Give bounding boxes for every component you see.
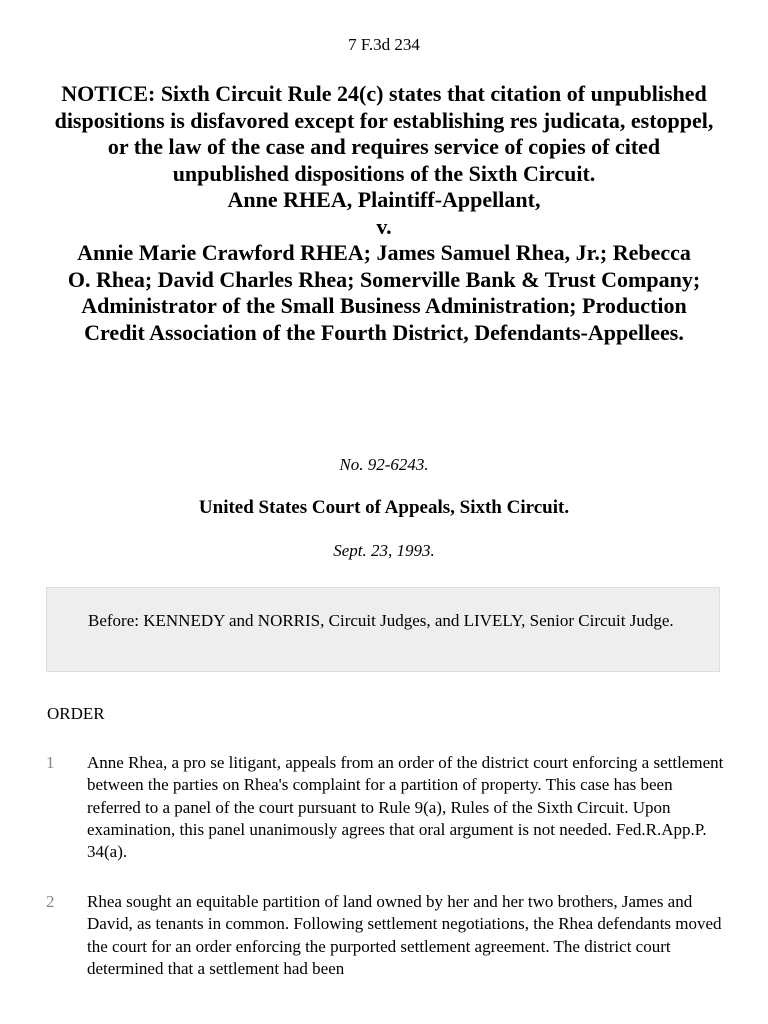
paragraph-number[interactable]: 2	[46, 892, 55, 911]
versus-text: v.	[376, 213, 392, 239]
paragraph-text: Anne Rhea, a pro se litigant, appeals from an order of the district court enforcing a settlement between the parties on Rhea's complaint for a partition of property. This case has been referred to a panel of the court pursuant to Rule 9(a), Rules of the Sixth Circuit. Upon examination, this panel unanimously agrees that oral argument is not needed. Fed.R.App.P. 34(a).	[87, 753, 724, 862]
panel-box	[46, 587, 720, 672]
court-name: United States Court of Appeals, Sixth Circuit.	[198, 497, 570, 518]
order-heading: ORDER	[47, 704, 105, 723]
plaintiff-name: Anne RHEA, Plaintiff-Appellant,	[227, 187, 541, 212]
notice-text: NOTICE: Sixth Circuit Rule 24(c) states that citation of unpublished dispositions is disfavored except for establishing res judicata, estoppel, or the law of the case and requires service of copies of cited unpublished dispositions of the Sixth Circuit.	[54, 81, 714, 186]
docket-number: No. 92-6243.	[339, 455, 429, 474]
paragraph-number[interactable]: 1	[46, 753, 55, 772]
panel-judges: Before: KENNEDY and NORRIS, Circuit Judges, and LIVELY, Senior Circuit Judge.	[88, 611, 674, 630]
case-title	[50, 81, 718, 346]
reporter-citation: 7 F.3d 234	[348, 35, 420, 54]
defendants-line-2: O. Rhea; David Charles Rhea; Somerville Bank & Trust Company; Administrator of the Small Business Administration; Production Credit Association of the Fourth District, Defendants-Appellees.	[67, 266, 701, 345]
defendants-line-1: Annie Marie Crawford RHEA; James Samuel Rhea, Jr.; Rebecca	[77, 240, 691, 265]
decision-date: Sept. 23, 1993.	[333, 541, 435, 560]
paragraph-text: Rhea sought an equitable partition of land owned by her and her two brothers, James and David, as tenants in common. Following settlement negotiations, the Rhea defendants moved the court for an order enforcing the purported settlement agreement. The district court determined that a settlement had been	[87, 892, 722, 978]
